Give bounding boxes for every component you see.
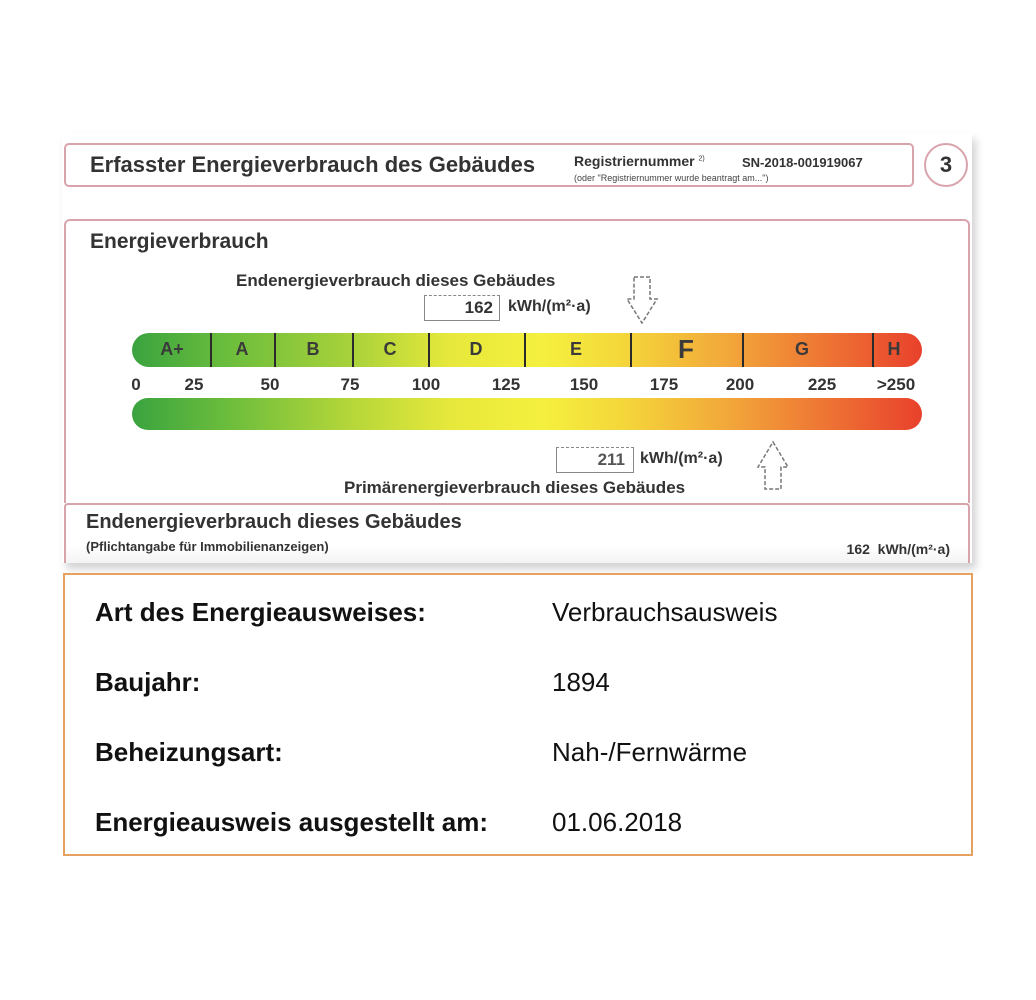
color-scale-bar [132, 398, 922, 430]
scale-tick-50: 50 [260, 375, 280, 394]
footer-value [847, 541, 950, 557]
info-key: Baujahr: [95, 667, 201, 697]
footer-value-number: 162 [846, 541, 870, 557]
class-label-f: F [678, 334, 694, 364]
info-value: Nah-/Fernwärme [552, 737, 748, 767]
info-value: Verbrauchsausweis [552, 597, 778, 627]
energy-consumption-section [64, 219, 970, 503]
class-divider [210, 333, 212, 367]
registration-label-text: Registriernummer [574, 153, 695, 169]
energy-certificate-scan [62, 133, 972, 563]
section-title: Energieverbrauch [90, 230, 269, 253]
scale-tick-25: 25 [184, 375, 204, 394]
primary-energy-label: Primärenergieverbrauch dieses Gebäudes [344, 478, 686, 497]
end-energy-value: 162 [424, 295, 500, 321]
class-divider [742, 333, 744, 367]
scale-tick-125: 125 [491, 375, 521, 394]
class-divider [630, 333, 632, 367]
scale-tick-0: 0 [131, 375, 141, 394]
class-divider [872, 333, 874, 367]
footer-value-unit: kWh/(m²·a) [877, 541, 950, 557]
scale-tick-200: 200 [725, 375, 755, 394]
info-value: 01.06.2018 [552, 807, 683, 837]
registration-label [574, 153, 705, 169]
scale-tick-100: 100 [411, 375, 441, 394]
class-divider [524, 333, 526, 367]
registration-footnote: 2) [698, 155, 705, 163]
scale-tick-175: 175 [649, 375, 679, 394]
scale-tick-250-plus: >250 [876, 375, 916, 394]
footer-note: (Pflichtangabe für Immobilienanzeigen) [86, 539, 329, 554]
scale-tick-75: 75 [340, 375, 360, 394]
end-energy-unit: kWh/(m²·a) [508, 298, 591, 315]
scale-tick-225: 225 [807, 375, 837, 394]
info-value: 1894 [552, 667, 610, 697]
class-label-g: G [794, 339, 810, 359]
class-divider [274, 333, 276, 367]
class-divider [352, 333, 354, 367]
primary-energy-up-arrow-icon [755, 439, 791, 491]
registration-note: (oder "Registriernummer wurde beantragt am...") [574, 173, 769, 183]
info-key: Energieausweis ausgestellt am: [95, 807, 489, 837]
class-label-h: H [887, 339, 901, 359]
primary-energy-value: 211 [556, 447, 634, 473]
info-key: Beheizungsart: [95, 737, 283, 767]
class-label-b: B [306, 339, 320, 359]
registration-number: SN-2018-001919067 [742, 155, 863, 170]
class-label-a-plus: A+ [160, 339, 184, 359]
class-label-c: C [383, 339, 397, 359]
efficiency-class-bar [132, 333, 922, 367]
certificate-info-box [63, 573, 973, 856]
class-label-d: D [469, 339, 483, 359]
end-energy-down-arrow-icon [624, 275, 660, 327]
page-number-badge: 3 [924, 143, 968, 187]
primary-energy-unit: kWh/(m²·a) [640, 450, 723, 467]
class-label-e: E [569, 339, 583, 359]
scale-tick-150: 150 [569, 375, 599, 394]
end-energy-label: Endenergieverbrauch dieses Gebäudes [236, 271, 556, 290]
class-divider [428, 333, 430, 367]
certificate-header [64, 143, 914, 187]
info-key: Art des Energieausweises: [95, 597, 426, 627]
certificate-footer [64, 503, 970, 563]
footer-title: Endenergieverbrauch dieses Gebäudes [86, 511, 462, 533]
certificate-title: Erfasster Energieverbrauch des Gebäudes [90, 152, 536, 177]
class-label-a: A [235, 339, 249, 359]
